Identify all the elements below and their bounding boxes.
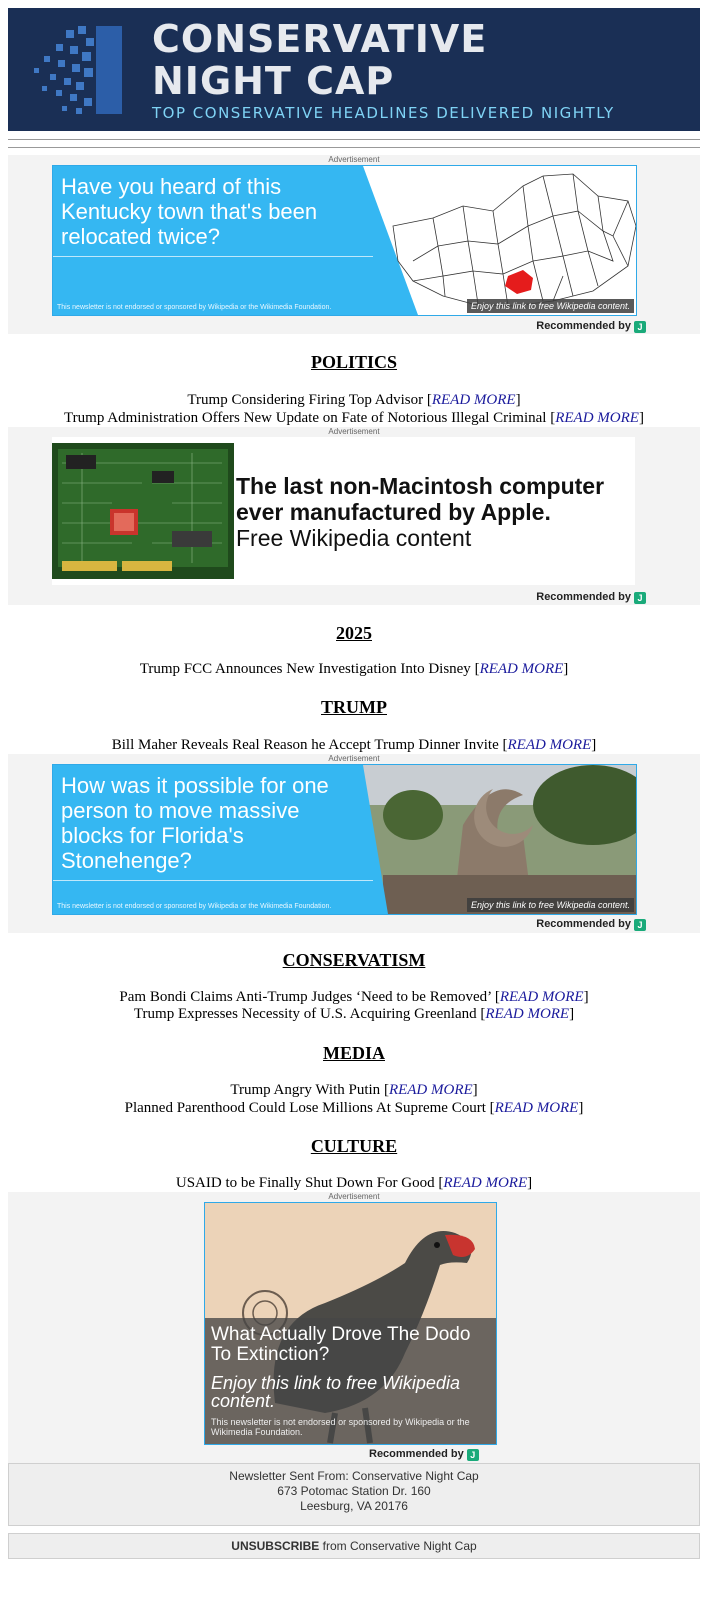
headline-text: Trump FCC Announces New Investigation Into Disney	[139, 661, 471, 677]
headline-item: Planned Parenthood Could Lose Millions At Supreme Court [READ MORE]	[124, 1100, 584, 1116]
ad-apple-link[interactable]	[52, 437, 635, 585]
recommended-by-label: Recommended by	[369, 1448, 464, 1460]
recommended-by-link[interactable]	[536, 591, 646, 604]
ad-apple-line-3: Free Wikipedia content	[236, 525, 472, 551]
headline-item: Trump Considering Firing Top Advisor [READ MORE]	[187, 392, 521, 408]
logo-line-2: NIGHT CAP	[152, 59, 395, 103]
section-title-trump: TRUMP	[321, 697, 387, 717]
ad-disclaimer: This newsletter is not endorsed or sponsored by Wikipedia or the Wikimedia Foundation.	[211, 1417, 470, 1437]
newsletter-logo-title	[152, 18, 487, 102]
headline-text: Trump Administration Offers New Update on Fate of Notorious Illegal Criminal	[64, 410, 547, 426]
ad-rule	[53, 256, 373, 257]
footer-sender: Newsletter Sent From: Conservative Night Cap	[229, 1469, 479, 1483]
ad-apple-headline	[236, 473, 604, 551]
ad-label: Advertisement	[328, 427, 380, 436]
ad-enjoy-caption: Enjoy this link to free Wikipedia content.	[211, 1373, 460, 1411]
headline-text: Pam Bondi Claims Anti-Trump Judges ‘Need to be Removed’	[119, 989, 492, 1005]
jeeng-logo-icon: J	[467, 1449, 479, 1461]
ad-stonehenge-link[interactable]	[52, 764, 637, 915]
ad-dodo-link[interactable]	[204, 1202, 497, 1445]
ad-rule	[53, 880, 373, 881]
ad-block-apple	[8, 427, 700, 605]
ad-label: Advertisement	[328, 1192, 380, 1201]
ad-stonehenge-headline: How was it possible for one person to move massive blocks for Florida's Stonehenge?	[61, 773, 329, 873]
recommended-by-label: Recommended by	[536, 591, 631, 603]
read-more-link[interactable]: READ MORE	[485, 1006, 570, 1022]
logo-line-1: CONSERVATIVE	[152, 17, 488, 61]
ad-kentucky-link[interactable]	[52, 165, 637, 316]
jeeng-logo-icon: J	[634, 321, 646, 333]
headline-item: Trump Expresses Necessity of U.S. Acquiring Greenland [READ MORE]	[133, 1006, 575, 1022]
unsubscribe-link[interactable]	[8, 1533, 700, 1559]
ad-label: Advertisement	[328, 754, 380, 763]
read-more-link[interactable]: READ MORE	[499, 989, 584, 1005]
ad-apple-line-1: The last non-Macintosh computer	[236, 473, 605, 499]
ad-enjoy-caption: Enjoy this link to free Wikipedia content.	[467, 299, 634, 313]
recommended-by-label: Recommended by	[536, 918, 631, 930]
section-title-politics: POLITICS	[310, 352, 398, 372]
circuit-board-icon	[52, 443, 234, 579]
headline-item: Trump Angry With Putin [READ MORE]	[230, 1082, 478, 1098]
read-more-link[interactable]: READ MORE	[555, 410, 639, 426]
read-more-link[interactable]: READ MORE	[431, 392, 516, 408]
headline-text: Planned Parenthood Could Lose Millions At Supreme Court	[124, 1100, 486, 1116]
headline-item: USAID to be Finally Shut Down For Good [READ MORE]	[175, 1175, 533, 1191]
divider	[8, 139, 700, 140]
recommended-by-link[interactable]	[536, 918, 646, 931]
read-more-link[interactable]: READ MORE	[507, 737, 592, 753]
headline-item: Pam Bondi Claims Anti-Trump Judges ‘Need to be Removed’ [READ MORE]	[119, 989, 589, 1005]
recommended-by-link[interactable]	[536, 320, 646, 333]
read-more-link[interactable]: READ MORE	[443, 1175, 528, 1191]
ad-kentucky-headline: Have you heard of this Kentucky town that's been relocated twice?	[61, 174, 318, 249]
jeeng-logo-icon: J	[634, 919, 646, 931]
headline-text: Trump Considering Firing Top Advisor	[187, 392, 424, 408]
section-title-culture: CULTURE	[310, 1136, 398, 1156]
ad-disclaimer: This newsletter is not endorsed or sponsored by Wikipedia or the Wikimedia Foundation.	[57, 304, 332, 311]
recommended-by-link[interactable]	[369, 1448, 479, 1461]
newsletter-banner	[8, 8, 700, 131]
footer-city: Leesburg, VA 20176	[300, 1499, 408, 1513]
section-title-conservatism: CONSERVATISM	[282, 950, 426, 970]
ad-block-dodo	[8, 1192, 700, 1465]
read-more-link[interactable]: READ MORE	[494, 1100, 579, 1116]
ad-block-kentucky	[8, 155, 700, 334]
headline-text: Bill Maher Reveals Real Reason he Accept Trump Dinner Invite	[111, 737, 499, 753]
headline-item: Trump FCC Announces New Investigation Into Disney [READ MORE]	[139, 661, 569, 677]
footer-street: 673 Potomac Station Dr. 160	[277, 1484, 431, 1498]
ad-disclaimer: This newsletter is not endorsed or sponsored by Wikipedia or the Wikimedia Foundation.	[57, 903, 332, 910]
ad-enjoy-caption: Enjoy this link to free Wikipedia content.	[467, 898, 634, 912]
ad-dodo-headline: What Actually Drove The Dodo To Extinction?	[211, 1324, 471, 1365]
headline-text: Trump Angry With Putin	[230, 1082, 381, 1098]
jeeng-logo-icon: J	[634, 592, 646, 604]
section-title-media: MEDIA	[323, 1043, 385, 1063]
headline-text: USAID to be Finally Shut Down For Good	[175, 1175, 435, 1191]
divider	[8, 147, 700, 148]
ad-apple-line-2: ever manufactured by Apple.	[236, 499, 551, 525]
headline-item: Trump Administration Offers New Update on Fate of Notorious Illegal Criminal [READ MORE]	[64, 410, 644, 426]
footer-address	[8, 1463, 700, 1526]
headline-item: Bill Maher Reveals Real Reason he Accept Trump Dinner Invite [READ MORE]	[111, 737, 597, 753]
ad-block-stonehenge	[8, 754, 700, 933]
read-more-link[interactable]: READ MORE	[388, 1082, 473, 1098]
pixel-logo-icon	[26, 20, 138, 120]
unsubscribe-bold: UNSUBSCRIBE	[231, 1539, 320, 1553]
section-title-2025: 2025	[336, 623, 372, 643]
read-more-link[interactable]: READ MORE	[479, 661, 564, 677]
recommended-by-label: Recommended by	[536, 320, 631, 332]
unsubscribe-rest: from Conservative Night Cap	[319, 1539, 477, 1553]
newsletter-tagline: TOP CONSERVATIVE HEADLINES DELIVERED NIGHTLY	[152, 104, 615, 122]
headline-text: Trump Expresses Necessity of U.S. Acquiring Greenland	[133, 1006, 477, 1022]
ad-label: Advertisement	[328, 155, 380, 164]
